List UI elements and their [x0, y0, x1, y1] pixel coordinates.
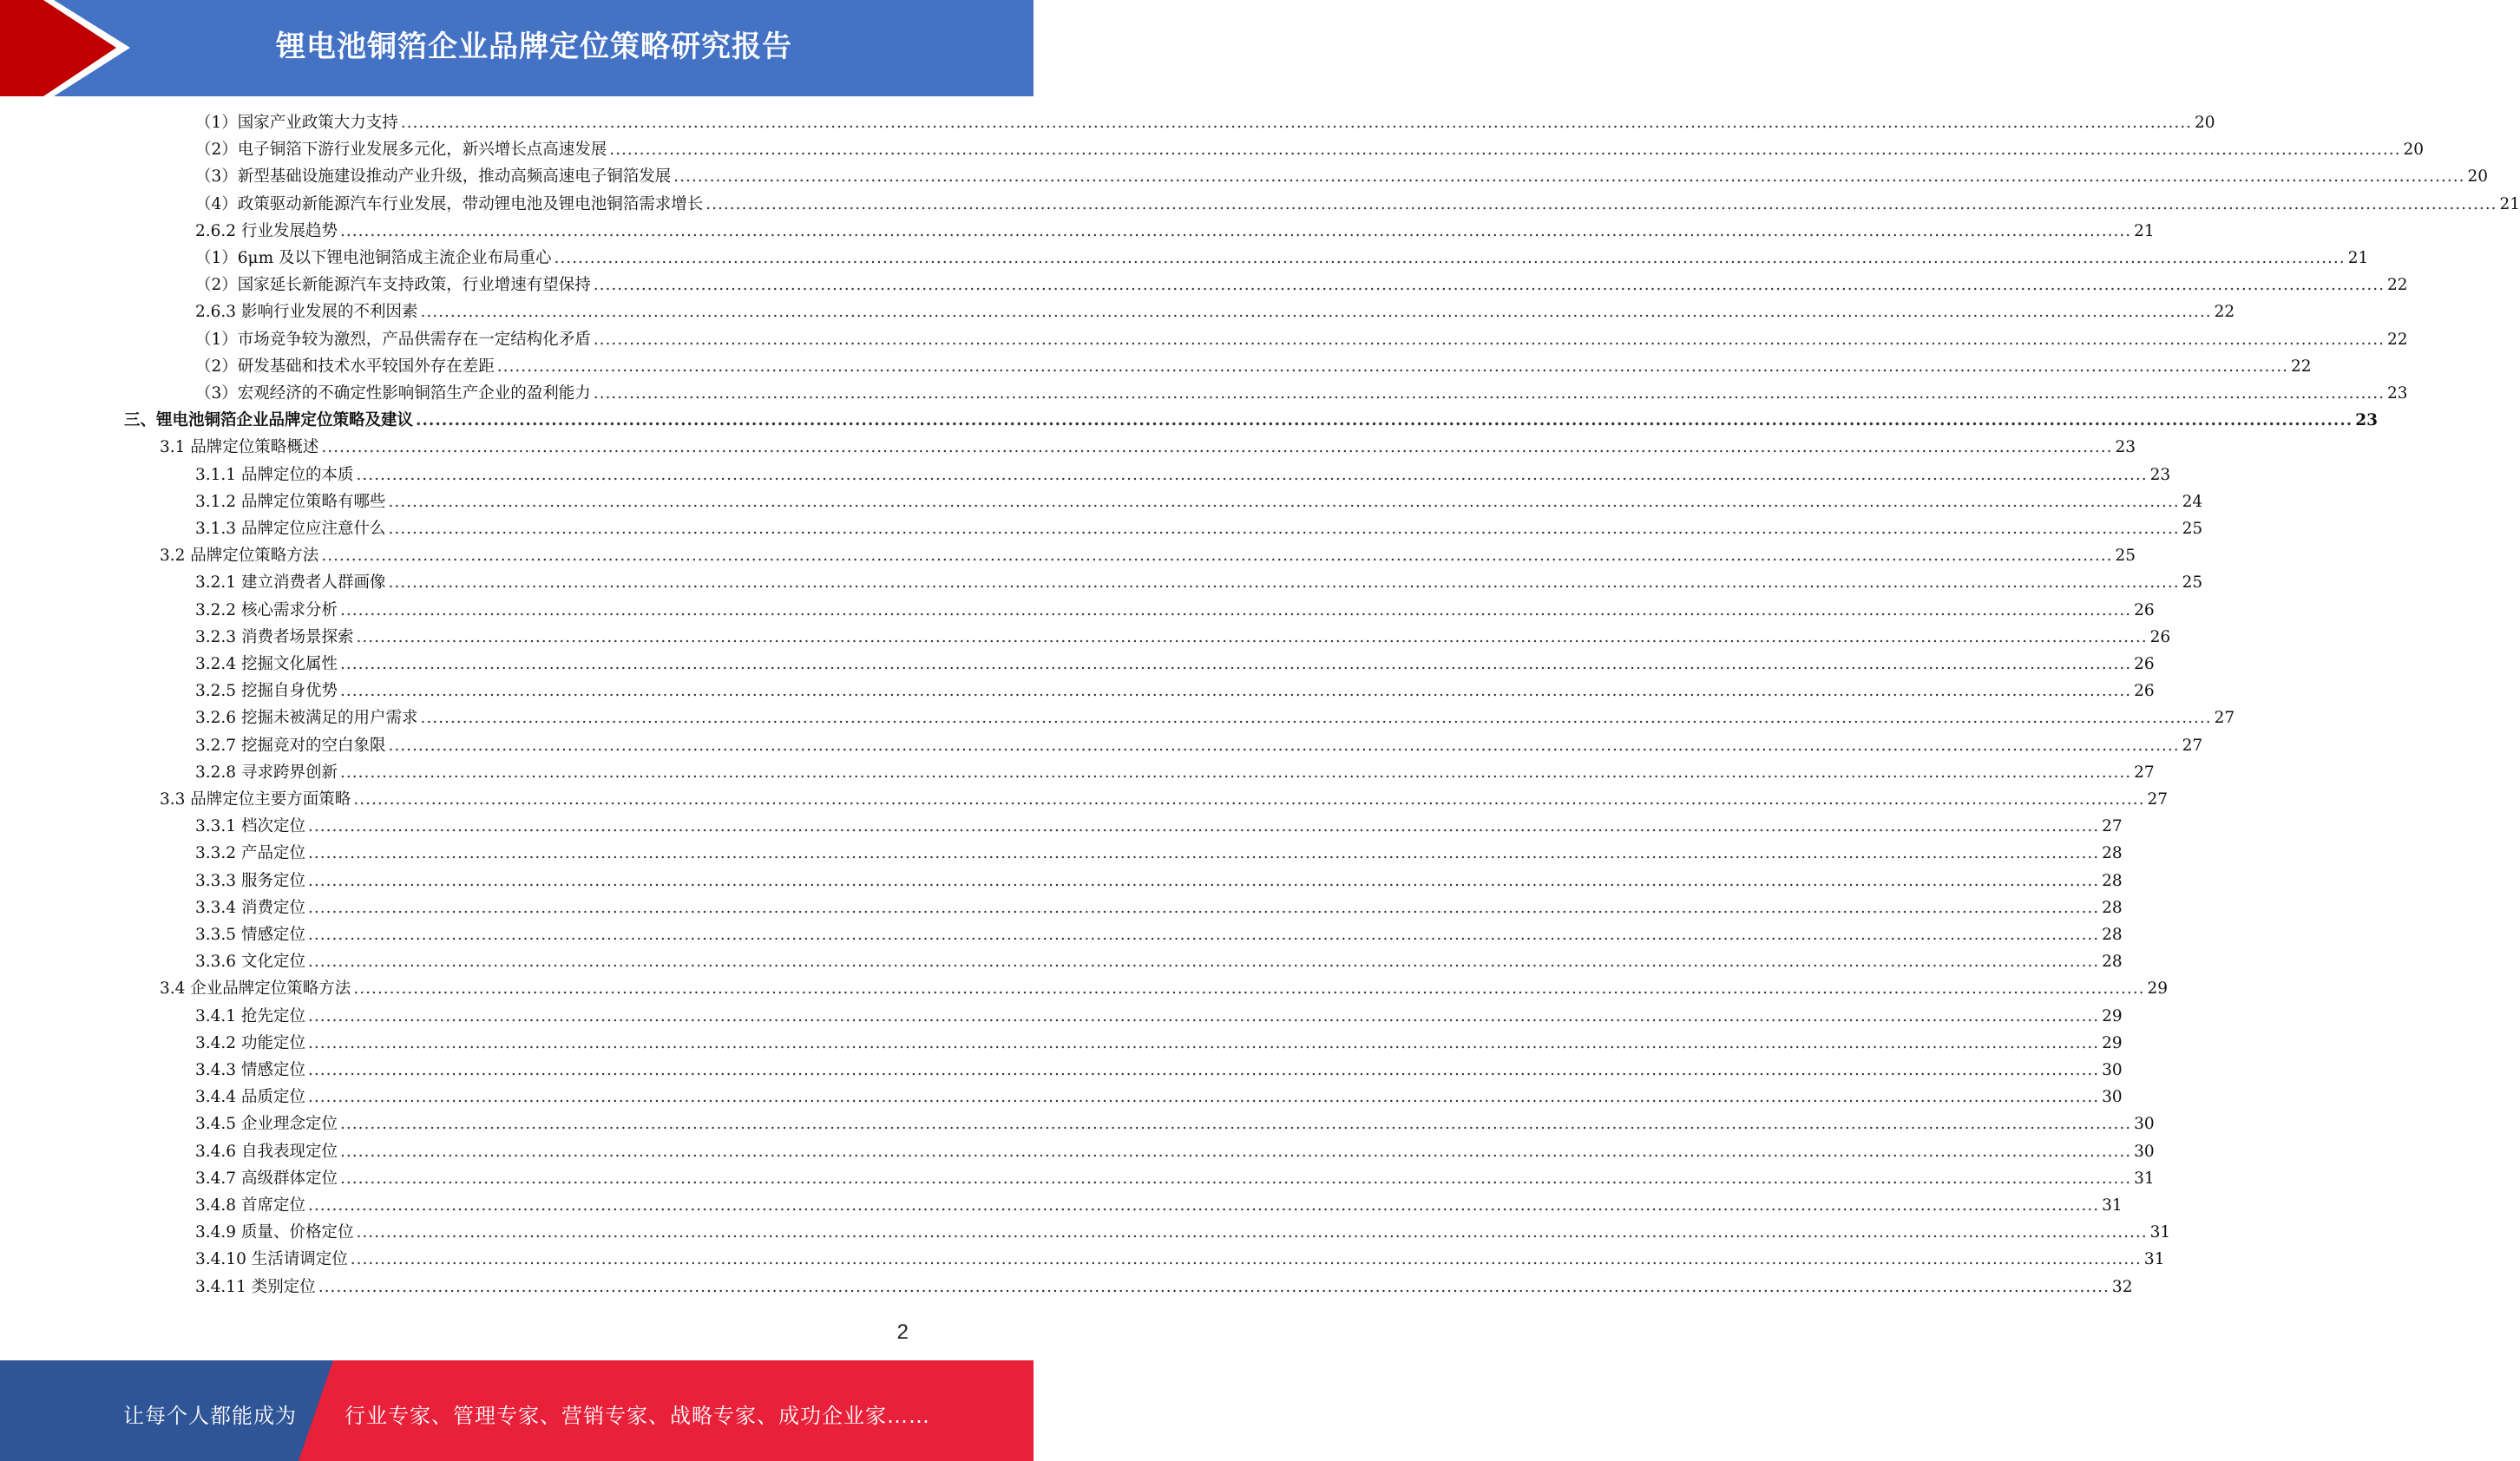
toc-dot-leader: ............................................................................................................................................................................................................................................................................................................ — [339, 1142, 2132, 1161]
toc-entry-page: 23 — [2149, 465, 2171, 484]
toc-entry[interactable] — [195, 1058, 2123, 1084]
toc-entry[interactable] — [195, 137, 2425, 164]
toc-entry-page: 29 — [2147, 979, 2169, 999]
toc-entry[interactable] — [195, 922, 2123, 949]
toc-entry[interactable] — [195, 354, 2312, 381]
toc-dot-leader: ............................................................................................................................................................................................................................................................................................................ — [400, 114, 2192, 132]
toc-entry-label: 3.2.2 核心需求分析 — [195, 600, 338, 619]
toc-entry-label: 3.1.2 品牌定位策略有哪些 — [195, 492, 386, 511]
toc-entry-page: 31 — [2143, 1250, 2165, 1269]
toc-entry-label: 3.1.1 品牌定位的本质 — [195, 465, 354, 484]
toc-entry-page: 26 — [2134, 600, 2155, 619]
toc-entry-label: 3.4.5 企业理念定位 — [195, 1115, 338, 1134]
toc-dot-leader: ............................................................................................................................................................................................................................................................................................................ — [307, 1088, 2100, 1107]
toc-entry[interactable] — [195, 733, 2203, 760]
toc-entry[interactable] — [195, 678, 2155, 705]
toc-dot-leader: ............................................................................................................................................................................................................................................................................................................ — [609, 141, 2401, 160]
toc-entry[interactable] — [195, 299, 2235, 326]
toc-entry[interactable] — [195, 381, 2408, 408]
toc-entry[interactable] — [195, 652, 2155, 678]
toc-entry-page: 28 — [2102, 926, 2123, 944]
toc-entry[interactable] — [195, 164, 2489, 191]
toc-entry-label: 3.4 企业品牌定位策略方法 — [160, 979, 351, 999]
toc-entry[interactable] — [195, 1166, 2155, 1193]
toc-entry[interactable] — [195, 570, 2203, 597]
toc-entry-label: 3.2.6 挖掘未被满足的用户需求 — [195, 709, 418, 728]
toc-entry-label: 3.4.6 自我表现定位 — [195, 1142, 338, 1161]
toc-entry-label: 三、锂电池铜箔企业品牌定位策略及建议 — [124, 411, 414, 430]
toc-entry-label: （2）电子铜箔下游行业发展多元化，新兴增长点高速发展 — [195, 141, 607, 160]
toc-entry-label: 3.2.8 寻求跨界创新 — [195, 763, 338, 782]
toc-entry-label: 3.1.3 品牌定位应注意什么 — [195, 520, 386, 538]
toc-dot-leader: ............................................................................................................................................................................................................................................................................................................ — [593, 384, 2385, 403]
toc-entry-page: 23 — [2386, 384, 2408, 403]
toc-entry[interactable] — [195, 868, 2123, 895]
toc-entry-label: 3.4.8 首席定位 — [195, 1196, 305, 1215]
toc-dot-leader: ............................................................................................................................................................................................................................................................................................................ — [705, 194, 2497, 213]
toc-entry-page: 21 — [2347, 249, 2369, 267]
toc-entry-page: 28 — [2102, 844, 2123, 863]
toc-dot-leader: ............................................................................................................................................................................................................................................................................................................ — [420, 709, 2212, 728]
toc-entry-label: （2）研发基础和技术水平较国外存在差距 — [195, 357, 495, 376]
toc-dot-leader: ............................................................................................................................................................................................................................................................................................................ — [318, 1277, 2110, 1296]
toc-entry-page: 28 — [2102, 871, 2123, 890]
toc-entry[interactable] — [195, 598, 2155, 625]
footer-slogan-left: 让每个人都能成为 — [123, 1404, 297, 1428]
toc-entry-page: 30 — [2102, 1061, 2123, 1079]
toc-dot-leader: ............................................................................................................................................................................................................................................................................................................ — [321, 547, 2113, 566]
toc-entry[interactable] — [195, 516, 2203, 543]
toc-entry[interactable] — [195, 489, 2203, 516]
page-number: 2 — [896, 1320, 909, 1344]
toc-entry-label: （1）市场竞争较为激烈，产品供需存在一定结构化矛盾 — [195, 330, 591, 349]
toc-entry-page: 29 — [2102, 1006, 2123, 1025]
toc-dot-leader: ............................................................................................................................................................................................................................................................................................................ — [307, 926, 2100, 944]
toc-entry-label: （4）政策驱动新能源汽车行业发展，带动锂电池及锂电池铜箔需求增长 — [195, 194, 704, 213]
toc-dot-leader: ............................................................................................................................................................................................................................................................................................................ — [339, 221, 2132, 240]
toc-entry-label: （1）6μm 及以下锂电池铜箔成主流企业布局重心 — [195, 249, 552, 267]
toc-entry[interactable] — [195, 841, 2123, 868]
toc-entry[interactable] — [195, 1247, 2165, 1274]
toc-entry-label: （2）国家延长新能源汽车支持政策，行业增速有望保持 — [195, 276, 591, 295]
toc-dot-leader: ............................................................................................................................................................................................................................................................................................................ — [321, 438, 2113, 457]
toc-entry-page: 22 — [2386, 276, 2408, 295]
toc-dot-leader: ............................................................................................................................................................................................................................................................................................................ — [353, 979, 2145, 999]
toc-entry[interactable] — [195, 895, 2123, 922]
toc-entry-page: 25 — [2182, 573, 2203, 593]
toc-dot-leader: ............................................................................................................................................................................................................................................................................................................ — [339, 655, 2132, 673]
toc-entry[interactable] — [195, 246, 2369, 272]
toc-entry-label: 3.2.1 建立消费者人群画像 — [195, 573, 386, 593]
toc-dot-leader: ............................................................................................................................................................................................................................................................................................................ — [356, 465, 2148, 484]
toc-entry-page: 20 — [2467, 167, 2489, 187]
toc-dot-leader: ............................................................................................................................................................................................................................................................................................................ — [388, 520, 2180, 538]
toc-dot-leader: ............................................................................................................................................................................................................................................................................................................ — [339, 763, 2132, 782]
toc-entry-page: 27 — [2102, 817, 2123, 836]
toc-entry-label: （3）宏观经济的不确定性影响铜箔生产企业的盈利能力 — [195, 384, 591, 403]
toc-dot-leader: ............................................................................................................................................................................................................................................................................................................ — [496, 357, 2288, 376]
toc-entry-page: 28 — [2102, 898, 2123, 917]
toc-entry[interactable] — [195, 192, 2520, 219]
toc-entry[interactable] — [195, 760, 2155, 787]
toc-entry-page: 26 — [2134, 655, 2155, 673]
toc-dot-leader: ............................................................................................................................................................................................................................................................................................................ — [307, 871, 2100, 890]
toc-entry-page: 26 — [2134, 682, 2155, 701]
toc-entry[interactable] — [195, 814, 2123, 841]
toc-entry-label: 3.3.2 产品定位 — [195, 844, 305, 863]
toc-dot-leader: ............................................................................................................................................................................................................................................................................................................ — [339, 600, 2132, 619]
toc-entry[interactable] — [160, 976, 2169, 1003]
toc-entry[interactable] — [195, 705, 2235, 732]
toc-entry-label: 3.4.11 类别定位 — [195, 1277, 316, 1296]
toc-entry[interactable] — [195, 272, 2408, 299]
toc-entry-label: 3.1 品牌定位策略概述 — [160, 438, 319, 457]
toc-entry-page: 32 — [2111, 1277, 2133, 1296]
toc-entry-label: 3.3.4 消费定位 — [195, 898, 305, 917]
toc-entry-label: 3.4.9 质量、价格定位 — [195, 1223, 354, 1242]
toc-dot-leader: ............................................................................................................................................................................................................................................................................................................ — [420, 303, 2212, 322]
toc-entry-page: 30 — [2102, 1088, 2123, 1107]
toc-dot-leader: ............................................................................................................................................................................................................................................................................................................ — [307, 953, 2100, 972]
toc-entry-label: （1）国家产业政策大力支持 — [195, 114, 398, 132]
toc-dot-leader: ............................................................................................................................................................................................................................................................................................................ — [307, 1196, 2100, 1215]
toc-entry[interactable] — [124, 408, 2378, 435]
toc-entry[interactable] — [195, 1193, 2123, 1220]
toc-entry[interactable] — [195, 1084, 2123, 1111]
toc-dot-leader: ............................................................................................................................................................................................................................................................................................................ — [388, 573, 2180, 593]
toc-entry-page: 30 — [2134, 1142, 2155, 1161]
toc-dot-leader: ............................................................................................................................................................................................................................................................................................................ — [307, 844, 2100, 863]
toc-entry-page: 22 — [2386, 330, 2408, 349]
toc-entry-label: 3.3.1 档次定位 — [195, 817, 305, 836]
toc-entry-label: 3.4.2 功能定位 — [195, 1033, 305, 1052]
toc-entry-label: 2.6.2 行业发展趋势 — [195, 221, 338, 240]
toc-entry-label: 3.2 品牌定位策略方法 — [160, 547, 319, 566]
toc-entry-label: 2.6.3 影响行业发展的不利因素 — [195, 303, 418, 322]
toc-entry-page: 22 — [2214, 303, 2235, 322]
toc-entry-label: 3.2.4 挖掘文化属性 — [195, 655, 338, 673]
toc-entry-page: 26 — [2149, 627, 2171, 646]
toc-entry[interactable] — [195, 462, 2171, 489]
toc-dot-leader: ............................................................................................................................................................................................................................................................................................................ — [388, 492, 2180, 511]
toc-dot-leader: ............................................................................................................................................................................................................................................................................................................ — [350, 1250, 2142, 1269]
toc-entry-page: 21 — [2134, 221, 2155, 240]
toc-entry[interactable] — [195, 625, 2171, 652]
toc-entry[interactable] — [195, 1004, 2123, 1031]
toc-entry[interactable] — [160, 787, 2169, 814]
toc-entry[interactable] — [195, 1139, 2155, 1166]
toc-dot-leader: ............................................................................................................................................................................................................................................................................................................ — [339, 682, 2132, 701]
toc-entry-label: 3.3.5 情感定位 — [195, 926, 305, 944]
toc-entry-label: 3.2.7 挖掘竞对的空白象限 — [195, 736, 386, 755]
toc-entry-page: 31 — [2149, 1223, 2171, 1242]
toc-entry-label: 3.3.3 服务定位 — [195, 871, 305, 890]
toc-dot-leader: ............................................................................................................................................................................................................................................................................................................ — [356, 627, 2148, 646]
toc-entry[interactable] — [195, 1274, 2133, 1301]
toc-entry-page: 27 — [2214, 709, 2235, 728]
toc-entry-label: 3.4.4 品质定位 — [195, 1088, 305, 1107]
toc-entry[interactable] — [195, 1111, 2155, 1138]
toc-entry-page: 27 — [2147, 790, 2169, 809]
toc-entry[interactable] — [195, 1031, 2123, 1058]
toc-dot-leader: ............................................................................................................................................................................................................................................................................................................ — [307, 898, 2100, 917]
toc-dot-leader: ............................................................................................................................................................................................................................................................................................................ — [339, 1169, 2132, 1188]
toc-entry-page: 20 — [2403, 141, 2425, 160]
toc-entry[interactable] — [160, 435, 2136, 462]
toc-entry-page: 24 — [2182, 492, 2203, 511]
toc-entry-page: 25 — [2182, 520, 2203, 538]
toc-dot-leader: ............................................................................................................................................................................................................................................................................................................ — [593, 276, 2385, 295]
toc-entry-label: 3.4.7 高级群体定位 — [195, 1169, 338, 1188]
toc-entry[interactable] — [195, 949, 2123, 976]
toc-dot-leader: ............................................................................................................................................................................................................................................................................................................ — [416, 411, 2353, 430]
toc-entry-page: 23 — [2115, 438, 2136, 457]
toc-entry-page: 27 — [2182, 736, 2203, 755]
toc-dot-leader: ............................................................................................................................................................................................................................................................................................................ — [307, 1033, 2100, 1052]
toc-entry-label: 3.4.10 生活请调定位 — [195, 1250, 348, 1269]
toc-dot-leader: ............................................................................................................................................................................................................................................................................................................ — [307, 1006, 2100, 1025]
toc-entry-label: 3.2.5 挖掘自身优势 — [195, 682, 338, 701]
toc-entry-page: 23 — [2355, 411, 2378, 430]
toc-entry-label: 3.3 品牌定位主要方面策略 — [160, 790, 351, 809]
toc-dot-leader: ............................................................................................................................................................................................................................................................................................................ — [339, 1115, 2132, 1134]
toc-entry-page: 25 — [2115, 547, 2136, 566]
toc-entry-label: 3.2.3 消费者场景探索 — [195, 627, 354, 646]
toc-entry-page: 21 — [2499, 194, 2520, 213]
toc-dot-leader: ............................................................................................................................................................................................................................................................................................................ — [353, 790, 2145, 809]
toc-dot-leader: ............................................................................................................................................................................................................................................................................................................ — [593, 330, 2385, 349]
toc-entry[interactable] — [160, 543, 2136, 570]
toc-entry-page: 20 — [2194, 114, 2215, 132]
toc-entry[interactable] — [195, 219, 2155, 246]
page-header — [0, 0, 1034, 96]
toc-entry-label: 3.4.1 抢先定位 — [195, 1006, 305, 1025]
toc-entry-label: （3）新型基础设施建设推动产业升级，推动高频高速电子铜箔发展 — [195, 167, 672, 187]
report-title: 锂电池铜箔企业品牌定位策略研究报告 — [276, 29, 792, 64]
toc-entry[interactable] — [195, 1220, 2171, 1247]
toc-entry-page: 22 — [2290, 357, 2312, 376]
toc-entry-page: 27 — [2134, 763, 2155, 782]
toc-entry[interactable] — [195, 110, 2215, 137]
footer-slogan-right: 行业专家、管理专家、营销专家、战略专家、成功企业家…… — [345, 1404, 930, 1428]
toc-entry-page: 31 — [2102, 1196, 2123, 1215]
page-footer — [0, 1360, 1034, 1461]
toc-dot-leader: ............................................................................................................................................................................................................................................................................................................ — [356, 1223, 2148, 1242]
toc-dot-leader: ............................................................................................................................................................................................................................................................................................................ — [388, 736, 2180, 755]
toc-entry[interactable] — [195, 327, 2408, 354]
toc-entry-page: 29 — [2102, 1033, 2123, 1052]
toc-dot-leader: ............................................................................................................................................................................................................................................................................................................ — [673, 167, 2465, 187]
toc-entry-label: 3.4.3 情感定位 — [195, 1061, 305, 1079]
toc-entry-page: 30 — [2134, 1115, 2155, 1134]
toc-dot-leader: ............................................................................................................................................................................................................................................................................................................ — [307, 817, 2100, 836]
toc-dot-leader: ............................................................................................................................................................................................................................................................................................................ — [307, 1061, 2100, 1079]
toc-entry-page: 28 — [2102, 953, 2123, 972]
toc-entry-label: 3.3.6 文化定位 — [195, 953, 305, 972]
toc-entry-page: 31 — [2134, 1169, 2155, 1188]
toc-dot-leader: ............................................................................................................................................................................................................................................................................................................ — [554, 249, 2346, 267]
